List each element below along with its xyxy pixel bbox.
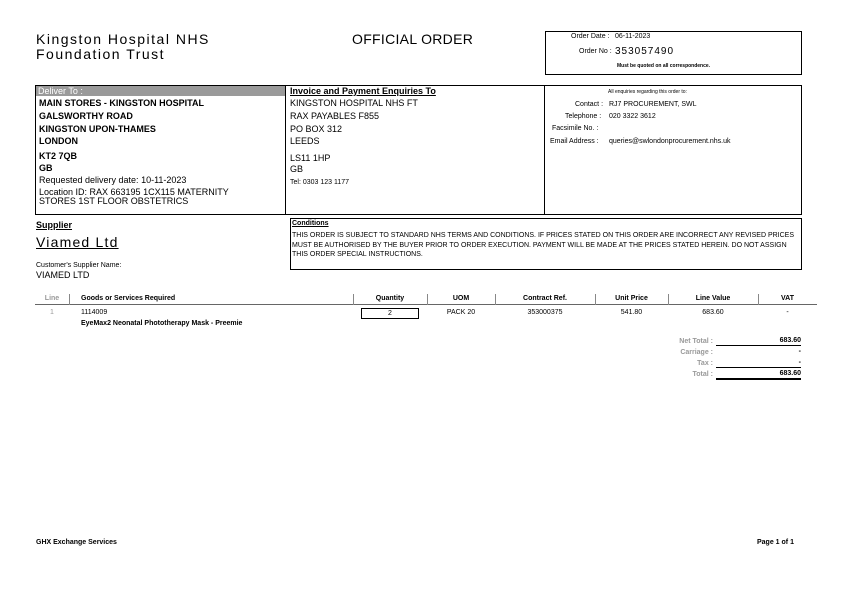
deliver-address-line: KINGSTON UPON-THAMES (39, 124, 156, 134)
deliver-address-line: MAIN STORES - KINGSTON HOSPITAL (39, 98, 205, 108)
contact-label: Contact : (575, 101, 604, 108)
invoice-telephone: Tel: 0303 123 1177 (290, 179, 350, 186)
organisation-name-line1: Kingston Hospital NHS (36, 31, 210, 47)
row-contract-ref: 353000375 (527, 309, 563, 316)
total-label: Total : (692, 371, 713, 378)
carriage-value: - (798, 348, 801, 355)
facsimile-label: Facsimile No. : (552, 125, 599, 132)
conditions-heading: Conditions (292, 220, 329, 227)
deliver-address-line: LONDON (39, 136, 78, 146)
tax-value: - (716, 359, 801, 368)
customer-supplier-value: VIAMED LTD (36, 270, 90, 280)
location-id: Location ID: RAX 663195 1CX115 MATERNITY (39, 187, 229, 197)
email-label: Email Address : (550, 138, 599, 145)
invoice-postcode: LS11 1HP (290, 153, 331, 163)
page-number: Page 1 of 1 (757, 539, 794, 546)
deliver-country: GB (39, 163, 53, 173)
footer-provider: GHX Exchange Services (36, 539, 117, 546)
telephone-value: 020 3322 3612 (609, 113, 656, 120)
organisation-name (36, 32, 210, 62)
order-number-label: Order No : (579, 48, 612, 55)
col-quantity: Quantity (375, 295, 405, 302)
row-vat: - (786, 309, 789, 316)
row-item-code: 1114009 (81, 309, 108, 316)
invoice-address-line: PO BOX 312 (290, 124, 343, 134)
order-quote-note: Must be quoted on all correspondence. (617, 63, 711, 69)
row-item-description: EyeMax2 Neonatal Phototherapy Mask - Preemie (81, 320, 243, 327)
email-value: queries@swlondonprocurement.nhs.uk (609, 138, 731, 145)
location-id-continued: STORES 1ST FLOOR OBSTETRICS (39, 196, 189, 206)
invoice-address-line: KINGSTON HOSPITAL NHS FT (290, 98, 418, 108)
invoice-address-line: RAX PAYABLES F855 (290, 111, 380, 121)
net-total-label: Net Total : (679, 338, 713, 345)
enquiries-heading: All enquiries regarding this order to: (608, 89, 687, 95)
carriage-label: Carriage : (680, 349, 713, 356)
col-unit-price: Unit Price (615, 295, 648, 302)
col-line-value: Line Value (695, 295, 731, 302)
col-vat: VAT (781, 295, 794, 302)
total-value: 683.60 (716, 370, 801, 380)
supplier-name: Viamed Ltd (36, 234, 119, 250)
conditions-text: THIS ORDER IS SUBJECT TO STANDARD NHS TERMS AND CONDITIONS. IF PRICES STATED ON THIS ORDER ARE INCORRECT ANY REVISED PRICES MUST BE AUTHORISED BY THE BUYER PRIOR TO ORDER EXECUTION. PAYMENT WILL BE MADE AT THE PRICES STATED HEREIN. DO NOT ASSIGN THIS ORDER SPECIAL INSTRUCTIONS. (292, 232, 795, 258)
customer-supplier-label: Customer's Supplier Name: (36, 262, 122, 269)
invoice-box (286, 85, 802, 215)
invoice-address-line: LEEDS (290, 136, 320, 146)
col-uom: UOM (452, 295, 470, 302)
document-title: OFFICIAL ORDER (352, 31, 474, 47)
contact-value: RJ7 PROCUREMENT, SWL (609, 101, 697, 108)
invoice-heading: Invoice and Payment Enquiries To (290, 86, 436, 96)
invoice-divider (544, 86, 545, 214)
order-details-box (545, 31, 802, 75)
items-table-header (35, 294, 817, 305)
deliver-to-box (35, 85, 286, 215)
deliver-address-line: GALSWORTHY ROAD (39, 111, 133, 121)
organisation-name-line2: Foundation Trust (36, 46, 166, 62)
row-uom: PACK 20 (446, 309, 476, 316)
col-goods: Goods or Services Required (81, 295, 176, 302)
requested-delivery-date: Requested delivery date: 10-11-2023 (39, 175, 187, 185)
col-line: Line (44, 295, 60, 302)
order-number-value: 353057490 (615, 46, 675, 57)
row-line-number: 1 (50, 309, 54, 316)
row-unit-price: 541.80 (620, 309, 643, 316)
order-date-label: Order Date : (571, 33, 610, 40)
conditions-box (290, 218, 802, 270)
telephone-label: Telephone : (565, 113, 602, 120)
deliver-postcode: KT2 7QB (39, 151, 78, 161)
row-line-value: 683.60 (702, 309, 724, 316)
col-contract: Contract Ref. (523, 295, 567, 302)
net-total-value: 683.60 (716, 337, 801, 346)
row-quantity: 2 (361, 308, 419, 319)
supplier-heading: Supplier (36, 220, 73, 230)
order-date-value: 06-11-2023 (615, 33, 651, 40)
deliver-to-heading: Deliver To : (36, 86, 285, 96)
tax-label: Tax : (697, 360, 713, 367)
invoice-country: GB (290, 164, 304, 174)
table-row (35, 307, 817, 331)
column-divider (69, 294, 70, 305)
